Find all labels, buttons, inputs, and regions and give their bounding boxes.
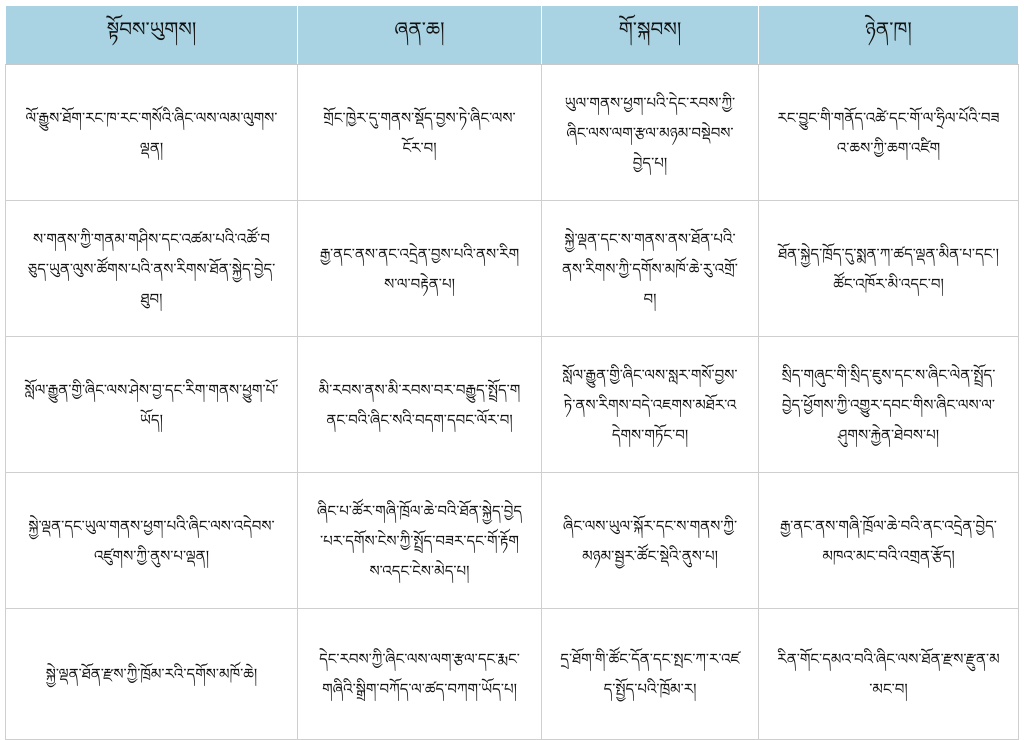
header-opportunities: གོ་སྐབས།: [542, 6, 759, 65]
table-cell: ཡུལ་གནས་ཕྱག་པའི་དེང་རབས་ཀྱི་ཞིང་ལས་ལག་རྩལ་མཉམ་བསྡེབས་བྱེད་པ།: [542, 65, 759, 201]
table-cell: རྒྱ་ནང་ནས་གཞི་ཁྲོལ་ཆེ་བའི་ནང་འདྲེན་བྱེད་མཁའ་མང་བའི་འགྲན་རྩོད།: [759, 473, 1019, 609]
table-cell: ཐོན་སྐྱེད་ཁྲོད་དུ་སྨན་ཀ་ཚད་ལྡན་མིན་པ་དང་། ཚོང་འཁོར་མི་འདང་བ།: [759, 201, 1019, 337]
table-cell: སྲིད་གཞུང་གི་སྲིད་ཇུས་དང་ས་ཞིང་ལེན་སྤྲོད་བྱེད་ཕྱོགས་ཀྱི་འགྱུར་དབང་གིས་ཞིང་ལས་ལ་ཤུགས་རྐྱེན་ཐེབས་པ།: [759, 337, 1019, 473]
table-cell: དྲ་ཐོག་གི་ཚོང་དོན་དང་སྤང་ཀ་ར་འཛད་སྤྱོད་པའི་ཁྲོམ་ར།: [542, 609, 759, 740]
table-cell: གྲོང་ཁྱེར་དུ་གནས་སྡོད་བྱས་ཏེ་ཞིང་ལས་ངོར་བ།: [298, 65, 542, 201]
table-row: [6, 201, 1019, 337]
table-row: [6, 337, 1019, 473]
table-cell: སྐྱེ་ལྡན་ཐོན་རྫས་ཀྱི་ཁྲོམ་རའི་དགོས་མཁོ་ཆེ།: [6, 609, 298, 740]
header-weaknesses: ཞན་ཆ།: [298, 6, 542, 65]
table-row: [6, 473, 1019, 609]
table-cell: དེང་རབས་ཀྱི་ཞིང་ལས་ལག་རྩལ་དང་རྨང་གཞིའི་སྒྲིག་བཀོད་ལ་ཚད་བཀག་ཡོད་པ།: [298, 609, 542, 740]
table-cell: རང་བྱུང་གི་གནོད་འཚེ་དང་གོ་ལ་ཧྲིལ་པོའི་བཟའ་ཆས་ཀྱི་ཆག་འཛིག: [759, 65, 1019, 201]
header-strengths: སྟོབས་ཡུགས།: [6, 6, 298, 65]
table-cell: རིན་གོང་དམའ་བའི་ཞིང་ལས་ཐོན་རྫས་རྫུན་མ་མང་བ།: [759, 609, 1019, 740]
table-cell: སློལ་རྒྱུན་གྱི་ཞིང་ལས་སླར་གསོ་བྱས་ཏེ་ནས་རིགས་བདེ་འཇགས་མཐོར་འདེགས་གཏོང་བ།: [542, 337, 759, 473]
header-row: [6, 6, 1019, 65]
table-row: [6, 609, 1019, 740]
table-cell: ལོ་རྒྱུས་ཐོག་རང་ཁ་རང་གསོའི་ཞིང་ལས་ལམ་ལུགས་ལྡན།: [6, 65, 298, 201]
table-cell: མི་རབས་ནས་མི་རབས་བར་བརྒྱུད་སྤྲོད་གནང་བའི་ཞིང་སའི་བདག་དབང་ལོར་བ།: [298, 337, 542, 473]
header-threats: ཉེན་ཁ།: [759, 6, 1019, 65]
swot-table: [5, 5, 1019, 740]
table-cell: སྐྱེ་ལྡན་དང་ས་གནས་ནས་ཐོན་པའི་ནས་རིགས་ཀྱི་དགོས་མཁོ་ཆེ་རུ་འགྲོ་བ།: [542, 201, 759, 337]
table-cell: ཞིང་པ་ཚོར་གཞི་ཁྲོལ་ཆེ་བའི་ཐོན་སྐྱེད་བྱེད་པར་དགོས་ངེས་ཀྱི་སྤྲོད་བཟར་དང་གོ་རྟོགས་འདང་ངེས་མེད་པ།: [298, 473, 542, 609]
table-cell: སློལ་རྒྱུན་གྱི་ཞིང་ལས་ཤེས་བྱ་དང་རིག་གནས་ཕྱུག་པོ་ཡོད།: [6, 337, 298, 473]
table-cell: རྒྱ་ནང་ནས་ནང་འདྲེན་བྱས་པའི་ནས་རིགས་ལ་བརྟེན་པ།: [298, 201, 542, 337]
table-cell: ས་གནས་ཀྱི་གནམ་གཤིས་དང་འཚམ་པའི་འཚོ་བཅུད་ཡུན་ལུས་ཚོགས་པའི་ནས་རིགས་ཐོན་སྐྱེད་བྱེད་ཐུབ།: [6, 201, 298, 337]
table-cell: ཞིང་ལས་ཡུལ་སྐོར་དང་ས་གནས་ཀྱི་མཉམ་སྦྱར་ཚོང་སྡེའི་ནུས་པ།: [542, 473, 759, 609]
table-row: [6, 65, 1019, 201]
table-cell: སྐྱེ་ལྡན་དང་ཡུལ་གནས་ཕྱག་པའི་ཞིང་ལས་འདེབས་འཛུགས་ཀྱི་ནུས་པ་ལྡན།: [6, 473, 298, 609]
